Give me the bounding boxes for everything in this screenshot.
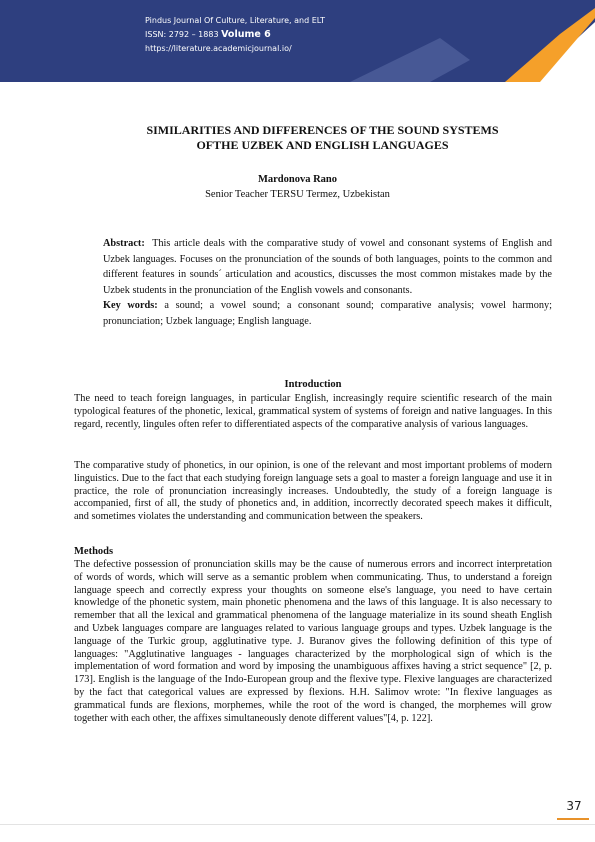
article-title-line-2: OFTHE UZBEK AND ENGLISH LANGUAGES [196, 138, 449, 152]
page-number: 37 [566, 799, 582, 813]
abstract-paragraph [74, 236, 552, 298]
author-affiliation: Senior Teacher TERSU Termez, Uzbekistan [205, 189, 390, 200]
abstract-text: This article deals with the comparative study of vowel and consonant systems of English and Uzbek languages. Focuses on the pronunciation of the sounds of both languages, points to the common and different features in sounds´ articulation and acoustics, discusses the most common mistakes made by the Uzbek students in the pronunciation of the English vowels and consonants. [103, 238, 553, 296]
keywords-paragraph [74, 298, 552, 329]
journal-info-block [145, 14, 325, 56]
journal-header-banner [0, 0, 595, 82]
abstract-label: Abstract: [103, 238, 145, 249]
author-name: Mardonova Rano [257, 174, 338, 185]
journal-issn: ISSN: 2792 – 1883 [145, 30, 219, 39]
methods-heading: Methods [74, 546, 114, 557]
header-white-corner [560, 50, 595, 82]
footer-divider [0, 824, 595, 825]
methods-paragraph: The defective possession of pronunciation skills may be the cause of numerous errors and incorrect interpretation of words of words, which will serve as a semantic problem when communicating. Thus, to understand a foreign language speech and correctly express your thoughts on someone else's language, you need to have certain knowledge of the phonetic system, main phonetic phenomena and the laws of this language. It is also necessary to remember that all the lexical and grammatical phenomena of the language materialize in its sound sheath English and Uzbek languages compare are languages related to various language groups and types. Uzbek language is the language of the Turkic group, agglutinative type. J. Buranov gives the following definition of this type of languages: "Agglutinative languages - languages characterized by the morphological sign of which is the implementation of word formation and word by imposing the unambiguous affixes having a strict sequence" [2, p. 173]. English is the language of the Indo-European group and the flexive type. Flexive languages are characterized by the fact that categorical values are expressed by flexions. H.H. Salimov wrote: "In flexive languages as grammatical funds are flexions, morphemes, while the root of the word is changed, the morphemes will grow together with each other, the affixes simultaneously denote different values"[4, p. 122]. [74, 559, 552, 724]
introduction-heading: Introduction [284, 379, 342, 390]
journal-issn-line [145, 28, 325, 42]
article-title [90, 123, 555, 153]
page-number-underline [557, 818, 589, 820]
abstract-section [74, 236, 552, 330]
journal-name: Pindus Journal Of Culture, Literature, and ELT [145, 16, 326, 25]
journal-volume: Volume 6 [221, 29, 271, 40]
article-title-line-1: SIMILARITIES AND DIFFERENCES OF THE SOUND SYSTEMS [146, 123, 499, 137]
introduction-paragraph-1: The need to teach foreign languages, in particular English, increasingly require scientific research of the main typological features of the phonetic, lexical, grammatical system of systems of foreign and native languages. In this regard, recently, lingules often refer to differentiated aspects of the comparative analysis of various languages. [74, 393, 552, 430]
keywords-text: a sound; a vowel sound; a consonant sound; comparative analysis; vowel harmony; pronunciation; Uzbek language; English language. [103, 300, 553, 327]
journal-url[interactable]: https://literature.academicjournal.io/ [145, 44, 292, 53]
introduction-paragraph-2: The comparative study of phonetics, in our opinion, is one of the relevant and most important problems of modern linguistics. Due to the fact that each studying foreign language sets a goal to master a foreign language and use it in practice, the role of pronunciation increasingly increases. Undoubtedly, the study of a foreign language is accompanied, first of all, the study of phonetics and, in addition, incorrectly decorated speech makes it difficult, and sometimes violates the understanding and communication between the speakers. [74, 460, 552, 523]
keywords-label: Key words: [103, 300, 158, 312]
